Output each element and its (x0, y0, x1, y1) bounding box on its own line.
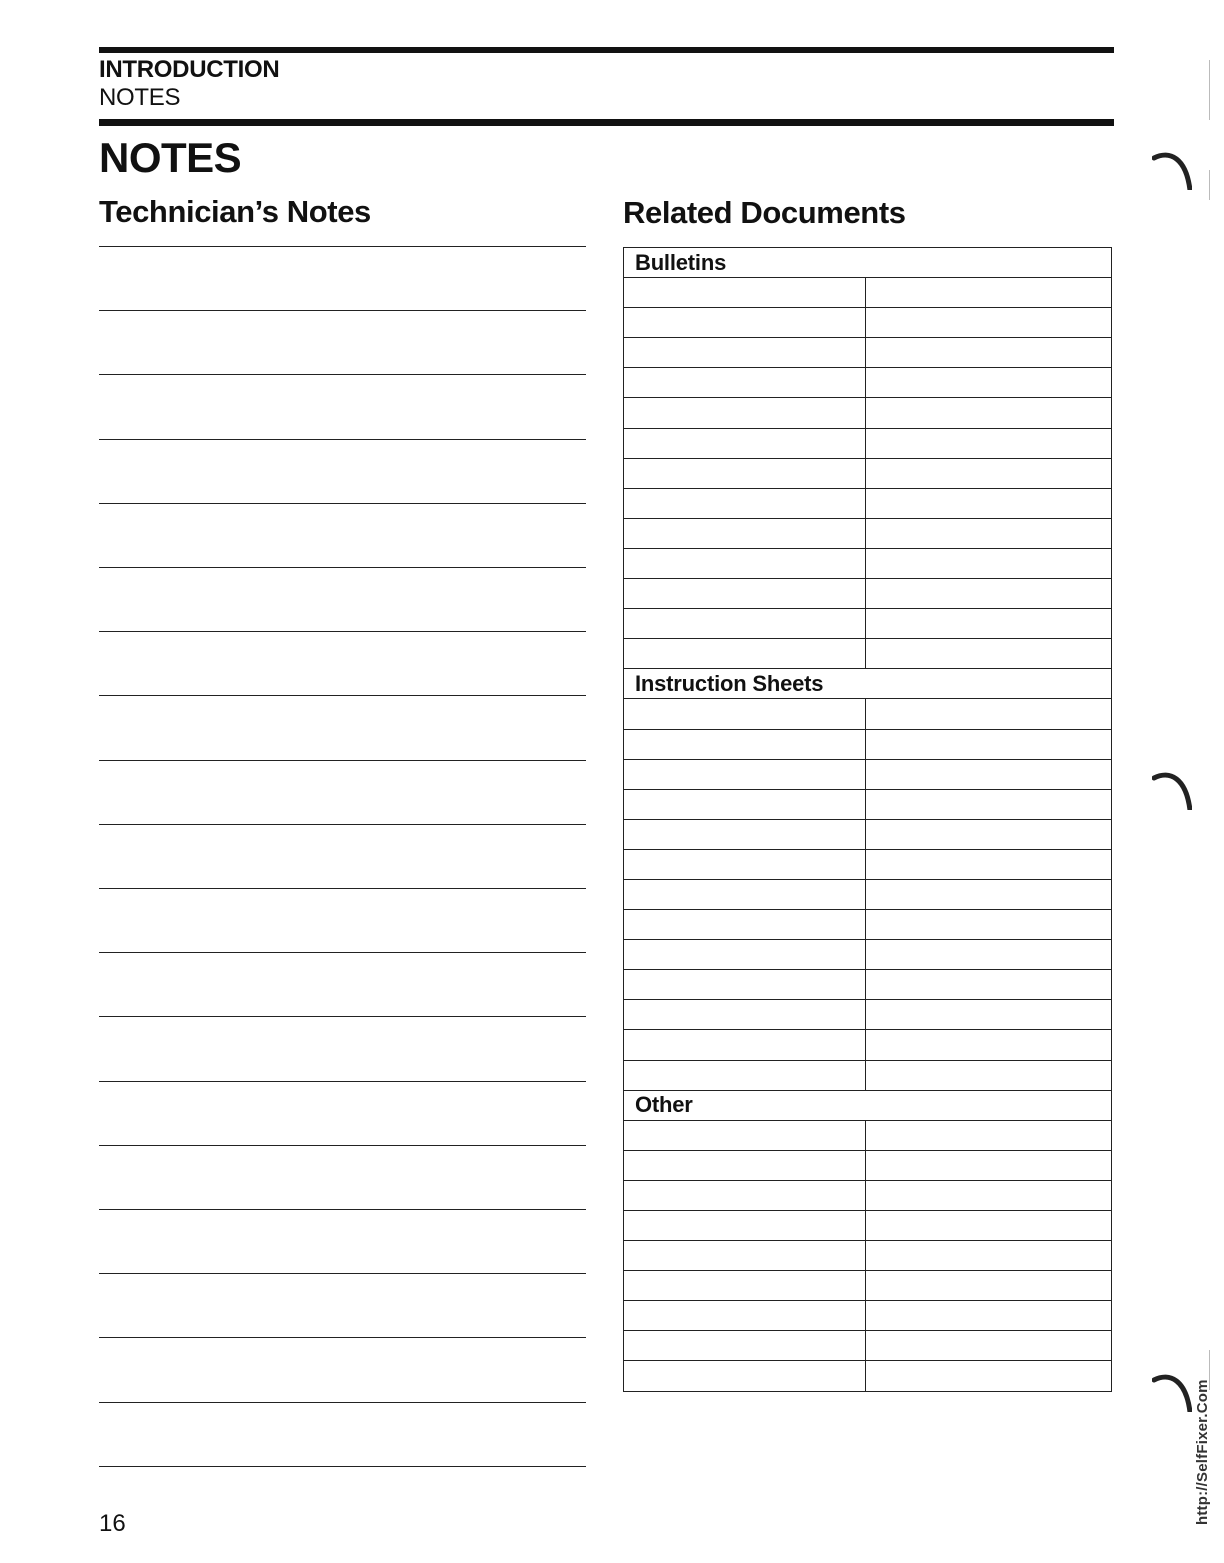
table-row (624, 789, 1112, 819)
document-number-cell[interactable] (624, 338, 866, 368)
note-line[interactable] (99, 246, 586, 247)
table-row (624, 278, 1112, 308)
document-number-cell[interactable] (624, 518, 866, 548)
note-line[interactable] (99, 695, 586, 696)
document-number-cell[interactable] (624, 488, 866, 518)
document-number-cell[interactable] (624, 699, 866, 729)
document-number-cell[interactable] (624, 639, 866, 669)
table-row (624, 579, 1112, 609)
doc-group-header-row (624, 669, 1112, 699)
table-row (624, 849, 1112, 879)
document-number-cell[interactable] (624, 1361, 866, 1391)
header-top-rule (99, 47, 1114, 53)
page-edge-line (1209, 170, 1210, 200)
document-number-cell[interactable] (624, 278, 866, 308)
table-row (624, 1301, 1112, 1331)
document-title-cell[interactable] (866, 639, 1112, 669)
document-title-cell[interactable] (866, 398, 1112, 428)
document-title-cell[interactable] (866, 789, 1112, 819)
table-row (624, 1180, 1112, 1210)
document-title-cell[interactable] (866, 910, 1112, 940)
table-row (624, 1000, 1112, 1030)
note-line[interactable] (99, 1273, 586, 1274)
document-number-cell[interactable] (624, 458, 866, 488)
document-title-cell[interactable] (866, 1331, 1112, 1361)
table-row (624, 1241, 1112, 1271)
note-line[interactable] (99, 567, 586, 568)
document-number-cell[interactable] (624, 940, 866, 970)
table-row (624, 548, 1112, 578)
table-row (624, 639, 1112, 669)
document-title-cell[interactable] (866, 1301, 1112, 1331)
table-row (624, 1060, 1112, 1090)
table-row (624, 759, 1112, 789)
document-number-cell[interactable] (624, 548, 866, 578)
note-line[interactable] (99, 1209, 586, 1210)
document-number-cell[interactable] (624, 789, 866, 819)
table-row (624, 940, 1112, 970)
table-row (624, 819, 1112, 849)
document-number-cell[interactable] (624, 1301, 866, 1331)
document-number-cell[interactable] (624, 879, 866, 909)
note-line[interactable] (99, 374, 586, 375)
related-documents-heading: Related Documents (623, 195, 906, 230)
note-line[interactable] (99, 1337, 586, 1338)
note-line[interactable] (99, 439, 586, 440)
table-row (624, 308, 1112, 338)
document-title-cell[interactable] (866, 1060, 1112, 1090)
doc-group-label: Other (624, 1090, 1112, 1120)
table-row (624, 1120, 1112, 1150)
binder-hole-icon (1152, 150, 1192, 190)
document-title-cell[interactable] (866, 1120, 1112, 1150)
document-number-cell[interactable] (624, 1180, 866, 1210)
document-title-cell[interactable] (866, 879, 1112, 909)
doc-group-label: Instruction Sheets (624, 669, 1112, 699)
document-number-cell[interactable] (624, 308, 866, 338)
note-line[interactable] (99, 1016, 586, 1017)
table-row (624, 1361, 1112, 1391)
table-row (624, 609, 1112, 639)
doc-group-label: Bulletins (624, 248, 1112, 278)
document-title-cell[interactable] (866, 308, 1112, 338)
document-title-cell[interactable] (866, 428, 1112, 458)
note-line[interactable] (99, 1145, 586, 1146)
doc-group-header-row (624, 1090, 1112, 1120)
document-title-cell[interactable] (866, 940, 1112, 970)
note-line[interactable] (99, 631, 586, 632)
document-title-cell[interactable] (866, 819, 1112, 849)
table-row (624, 518, 1112, 548)
note-line[interactable] (99, 824, 586, 825)
note-line[interactable] (99, 760, 586, 761)
document-title-cell[interactable] (866, 368, 1112, 398)
document-title-cell[interactable] (866, 518, 1112, 548)
document-title-cell[interactable] (866, 278, 1112, 308)
document-title-cell[interactable] (866, 699, 1112, 729)
document-title-cell[interactable] (866, 729, 1112, 759)
document-title-cell[interactable] (866, 1241, 1112, 1271)
document-number-cell[interactable] (624, 1120, 866, 1150)
binder-hole-icon (1152, 1372, 1192, 1412)
watermark-url: http://SelfFixer.Com (1194, 1379, 1211, 1525)
document-title-cell[interactable] (866, 759, 1112, 789)
table-row (624, 879, 1112, 909)
document-number-cell[interactable] (624, 759, 866, 789)
document-title-cell[interactable] (866, 548, 1112, 578)
table-row (624, 1271, 1112, 1301)
note-line[interactable] (99, 1402, 586, 1403)
document-number-cell[interactable] (624, 1030, 866, 1060)
document-title-cell[interactable] (866, 970, 1112, 1000)
doc-group-header-row (624, 248, 1112, 278)
note-line[interactable] (99, 1081, 586, 1082)
section-title: INTRODUCTION (99, 56, 280, 83)
table-row (624, 1030, 1112, 1060)
document-title-cell[interactable] (866, 458, 1112, 488)
document-title-cell[interactable] (866, 579, 1112, 609)
page-title: NOTES (99, 134, 242, 181)
document-number-cell[interactable] (624, 579, 866, 609)
table-row (624, 1331, 1112, 1361)
document-number-cell[interactable] (624, 1150, 866, 1180)
document-number-cell[interactable] (624, 1060, 866, 1090)
table-row (624, 699, 1112, 729)
document-number-cell[interactable] (624, 849, 866, 879)
document-title-cell[interactable] (866, 1150, 1112, 1180)
note-line[interactable] (99, 1466, 586, 1467)
binder-hole-icon (1152, 770, 1192, 810)
document-number-cell[interactable] (624, 819, 866, 849)
document-number-cell[interactable] (624, 910, 866, 940)
header-bottom-rule (99, 119, 1114, 126)
table-row (624, 368, 1112, 398)
table-row (624, 398, 1112, 428)
document-number-cell[interactable] (624, 1241, 866, 1271)
page-edge-line (1209, 60, 1210, 120)
document-title-cell[interactable] (866, 488, 1112, 518)
note-line[interactable] (99, 888, 586, 889)
document-number-cell[interactable] (624, 1271, 866, 1301)
document-title-cell[interactable] (866, 338, 1112, 368)
page-number: 16 (99, 1510, 126, 1537)
document-title-cell[interactable] (866, 1271, 1112, 1301)
document-title-cell[interactable] (866, 1361, 1112, 1391)
note-line[interactable] (99, 310, 586, 311)
document-number-cell[interactable] (624, 729, 866, 759)
document-number-cell[interactable] (624, 609, 866, 639)
note-line[interactable] (99, 503, 586, 504)
document-number-cell[interactable] (624, 1000, 866, 1030)
table-row (624, 1211, 1112, 1241)
document-number-cell[interactable] (624, 368, 866, 398)
related-documents-table (623, 247, 1112, 1392)
table-row (624, 970, 1112, 1000)
note-line[interactable] (99, 952, 586, 953)
document-number-cell[interactable] (624, 428, 866, 458)
document-title-cell[interactable] (866, 1030, 1112, 1060)
subsection-title: NOTES (99, 84, 181, 111)
table-row (624, 729, 1112, 759)
document-number-cell[interactable] (624, 1211, 866, 1241)
table-row (624, 458, 1112, 488)
document-number-cell[interactable] (624, 398, 866, 428)
document-title-cell[interactable] (866, 1000, 1112, 1030)
document-title-cell[interactable] (866, 849, 1112, 879)
document-title-cell[interactable] (866, 609, 1112, 639)
table-row (624, 488, 1112, 518)
table-row (624, 1150, 1112, 1180)
document-number-cell[interactable] (624, 970, 866, 1000)
table-row (624, 428, 1112, 458)
table-row (624, 338, 1112, 368)
document-title-cell[interactable] (866, 1211, 1112, 1241)
document-title-cell[interactable] (866, 1180, 1112, 1210)
table-row (624, 910, 1112, 940)
document-number-cell[interactable] (624, 1331, 866, 1361)
technicians-notes-heading: Technician’s Notes (99, 194, 371, 229)
